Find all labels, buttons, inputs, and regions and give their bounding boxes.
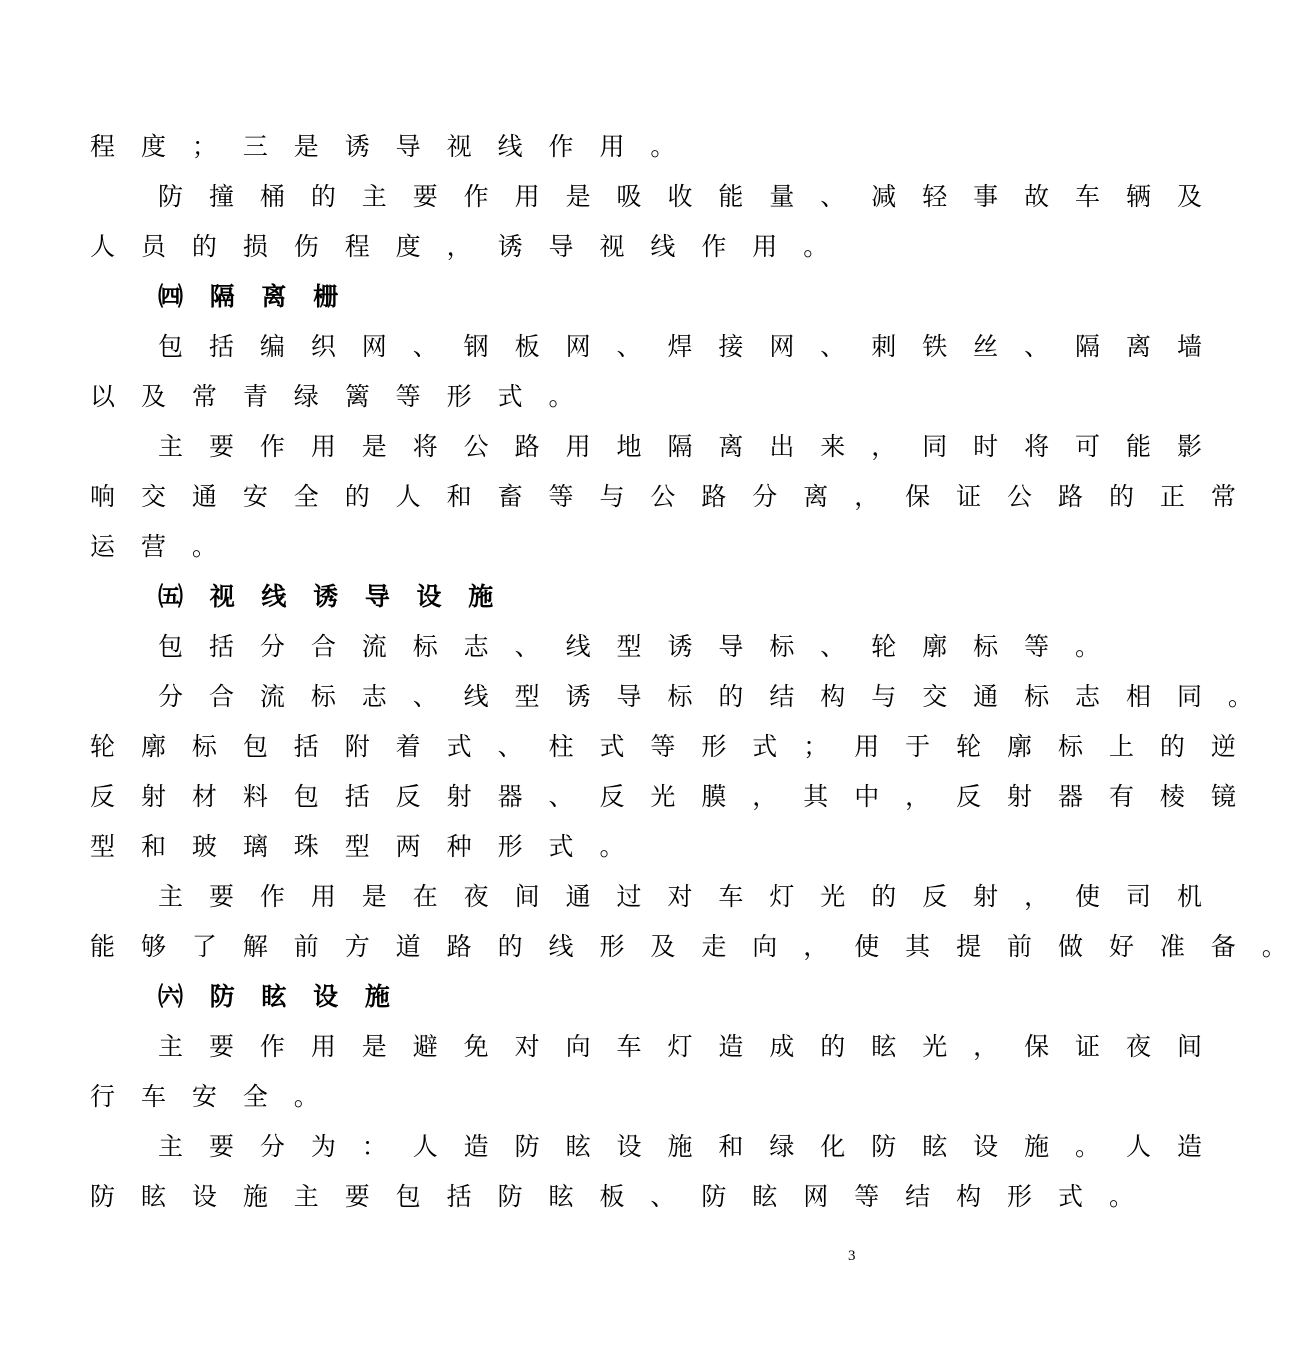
paragraph-first-line: 主 要 作 用 是 在 夜 间 通 过 对 车 灯 光 的 反 射 ， 使 司 机 xyxy=(158,882,1211,911)
text-line: 型 和 玻 璃 珠 型 两 种 形 式 。 xyxy=(90,832,634,861)
text-line: 反 射 材 料 包 括 反 射 器 、 反 光 膜 ， 其 中 ， 反 射 器 有 棱 镜 xyxy=(90,782,1245,811)
text-line: 防 眩 设 施 主 要 包 括 防 眩 板 、 防 眩 网 等 结 构 形 式 。 xyxy=(90,1182,1143,1211)
paragraph-first-line: 防 撞 桶 的 主 要 作 用 是 吸 收 能 量 、 减 轻 事 故 车 辆 及 xyxy=(158,182,1211,211)
text-line: 程 度 ； 三 是 诱 导 视 线 作 用 。 xyxy=(90,132,685,161)
section-heading: ㈣ 隔 离 栅 xyxy=(158,282,348,311)
text-line: 轮 廓 标 包 括 附 着 式 、 柱 式 等 形 式 ； 用 于 轮 廓 标 上 的 逆 xyxy=(90,732,1245,761)
paragraph-first-line: 包 括 分 合 流 标 志 、 线 型 诱 导 标 、 轮 廓 标 等 。 xyxy=(158,632,1110,661)
paragraph-first-line: 分 合 流 标 志 、 线 型 诱 导 标 的 结 构 与 交 通 标 志 相 同 。 xyxy=(158,682,1262,711)
text-line: 响 交 通 安 全 的 人 和 畜 等 与 公 路 分 离 ， 保 证 公 路 的 正 常 xyxy=(90,482,1245,511)
section-heading: ㈥ 防 眩 设 施 xyxy=(158,982,399,1011)
text-line: 人 员 的 损 伤 程 度 ， 诱 导 视 线 作 用 。 xyxy=(90,232,838,261)
paragraph-first-line: 包 括 编 织 网 、 钢 板 网 、 焊 接 网 、 刺 铁 丝 、 隔 离 墙 xyxy=(158,332,1211,361)
paragraph-first-line: 主 要 分 为 ： 人 造 防 眩 设 施 和 绿 化 防 眩 设 施 。 人 造 xyxy=(158,1132,1211,1161)
paragraph-first-line: 主 要 作 用 是 将 公 路 用 地 隔 离 出 来 ， 同 时 将 可 能 影 xyxy=(158,432,1211,461)
text-line: 能 够 了 解 前 方 道 路 的 线 形 及 走 向 ， 使 其 提 前 做 好 准 备 。 xyxy=(90,932,1296,961)
section-heading: ㈤ 视 线 诱 导 设 施 xyxy=(158,582,503,611)
text-line: 以 及 常 青 绿 篱 等 形 式 。 xyxy=(90,382,583,411)
paragraph-first-line: 主 要 作 用 是 避 免 对 向 车 灯 造 成 的 眩 光 ， 保 证 夜 间 xyxy=(158,1032,1211,1061)
text-line: 运 营 。 xyxy=(90,532,226,561)
page-number: 3 xyxy=(848,1248,856,1264)
text-line: 行 车 安 全 。 xyxy=(90,1082,328,1111)
